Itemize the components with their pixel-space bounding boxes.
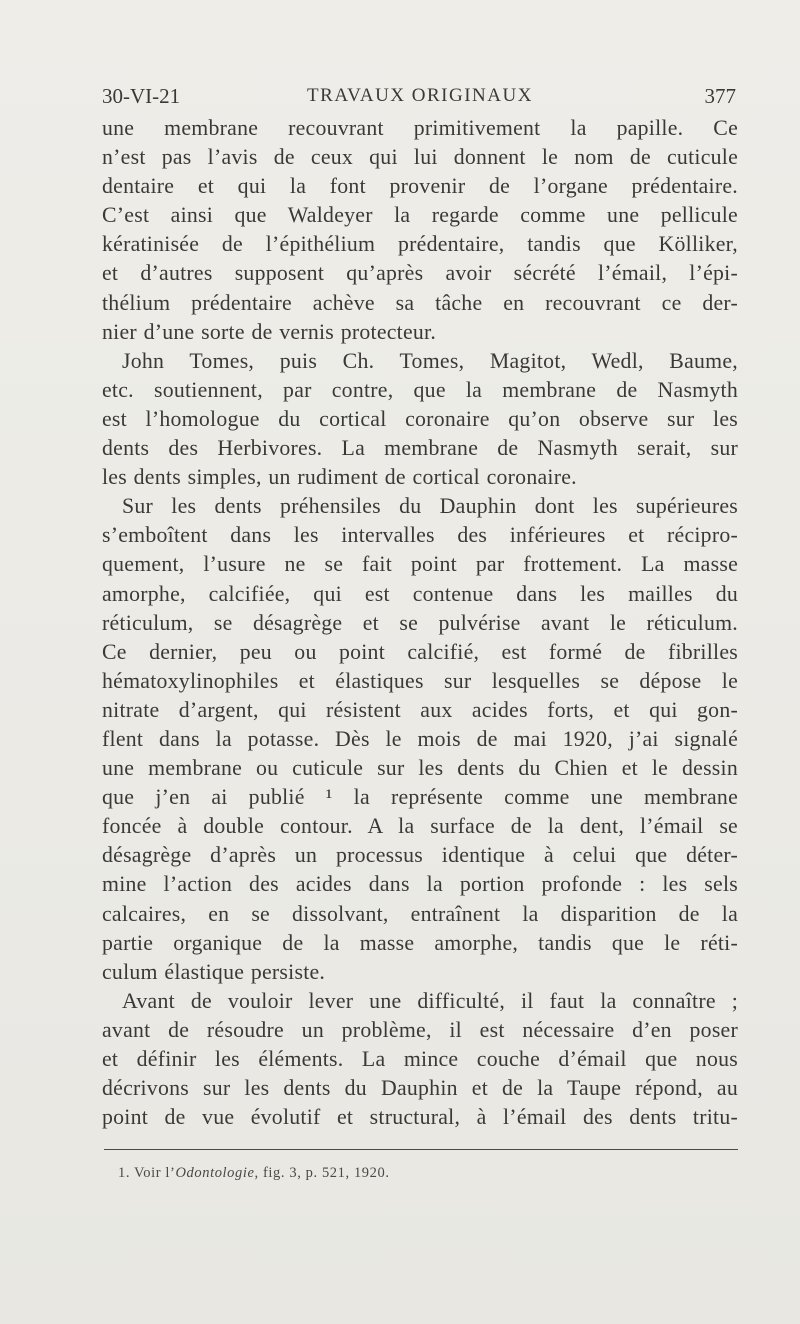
text-line: partie organique de la masse amorphe, tandis que le réti- — [102, 930, 738, 955]
text-line: n’est pas l’avis de ceux qui lui donnent le nom de cuticule — [102, 145, 738, 170]
text-line: dents des Herbivores. La membrane de Nasmyth serait, sur — [102, 436, 738, 461]
text-line: John Tomes, puis Ch. Tomes, Magitot, Wedl, Baume, — [122, 348, 738, 373]
text-line: amorphe, calcifiée, qui est contenue dans les mailles du — [102, 581, 738, 606]
running-header — [102, 84, 738, 112]
text-line: calcaires, en se dissolvant, entraînent la disparition de la — [102, 901, 738, 926]
text-line: kératinisée de l’épithélium prédentaire, tandis que Kölliker, — [102, 232, 738, 257]
footnote — [118, 1165, 390, 1182]
text-line: foncée à double contour. A la surface de la dent, l’émail se — [102, 814, 738, 839]
header-date: 30-VI-21 — [102, 84, 181, 108]
text-line: et d’autres supposent qu’après avoir sécrété l’émail, l’épi- — [102, 261, 738, 286]
paragraph — [102, 347, 738, 492]
text-line: mine l’action des acides dans la portion profonde : les sels — [102, 872, 738, 897]
text-line: etc. soutiennent, par contre, que la membrane de Nasmyth — [102, 377, 738, 402]
footnote-text-after: , fig. 3, p. 521, 1920. — [254, 1165, 390, 1181]
text-line: point de vue évolutif et structural, à l’émail des dents tritu- — [102, 1105, 738, 1130]
text-line: quement, l’usure ne se fait point par frottement. La masse — [102, 552, 738, 577]
footnote-journal: Odontologie — [175, 1165, 255, 1181]
paragraph — [102, 114, 738, 347]
text-line: désagrège d’après un processus identique à celui que déter- — [102, 843, 738, 868]
text-line: réticulum, se désagrège et se pulvérise avant le réticulum. — [102, 610, 738, 635]
text-line: avant de résoudre un problème, il est nécessaire d’en poser — [102, 1017, 738, 1042]
text-line: les dents simples, un rudiment de cortical coronaire. — [102, 465, 577, 490]
text-line: est l’homologue du cortical coronaire qu’on observe sur les — [102, 406, 738, 431]
header-title: TRAVAUX ORIGINAUX — [307, 85, 533, 106]
footnote-rule — [104, 1149, 738, 1150]
text-line: hématoxylinophiles et élastiques sur lesquelles se dépose le — [102, 668, 738, 693]
text-line: thélium prédentaire achève sa tâche en recouvrant ce der- — [102, 290, 738, 315]
text-line: Avant de vouloir lever une difficulté, il faut la connaître ; — [122, 988, 738, 1013]
text-line: une membrane ou cuticule sur les dents du Chien et le dessin — [102, 756, 738, 781]
text-line: dentaire et qui la font provenir de l’organe prédentaire. — [102, 174, 738, 199]
text-line: Ce dernier, peu ou point calcifié, est formé de fibrilles — [102, 639, 738, 664]
text-line: nitrate d’argent, qui résistent aux acides forts, et qui gon- — [102, 697, 738, 722]
text-line: C’est ainsi que Waldeyer la regarde comme une pellicule — [102, 203, 738, 228]
paragraph — [102, 492, 738, 987]
text-line: que j’en ai publié ¹ la représente comme une membrane — [102, 785, 738, 810]
text-line: culum élastique persiste. — [102, 959, 326, 984]
text-line: flent dans la potasse. Dès le mois de mai 1920, j’ai signalé — [102, 726, 738, 751]
text-line: s’emboîtent dans les intervalles des inférieures et récipro- — [102, 523, 738, 548]
text-line: Sur les dents préhensiles du Dauphin dont les supérieures — [122, 494, 738, 519]
paragraph — [102, 987, 738, 1132]
footnote-text-before: Voir l’ — [134, 1165, 176, 1181]
text-line: nier d’une sorte de vernis protecteur. — [102, 319, 437, 344]
text-line: décrivons sur les dents du Dauphin et de la Taupe répond, au — [102, 1076, 738, 1101]
page-number: 377 — [704, 84, 736, 108]
text-line: une membrane recouvrant primitivement la papille. Ce — [102, 116, 738, 140]
footnote-number: 1. — [118, 1165, 131, 1181]
body-text — [102, 114, 738, 1132]
text-line: et définir les éléments. La mince couche d’émail que nous — [102, 1047, 738, 1071]
